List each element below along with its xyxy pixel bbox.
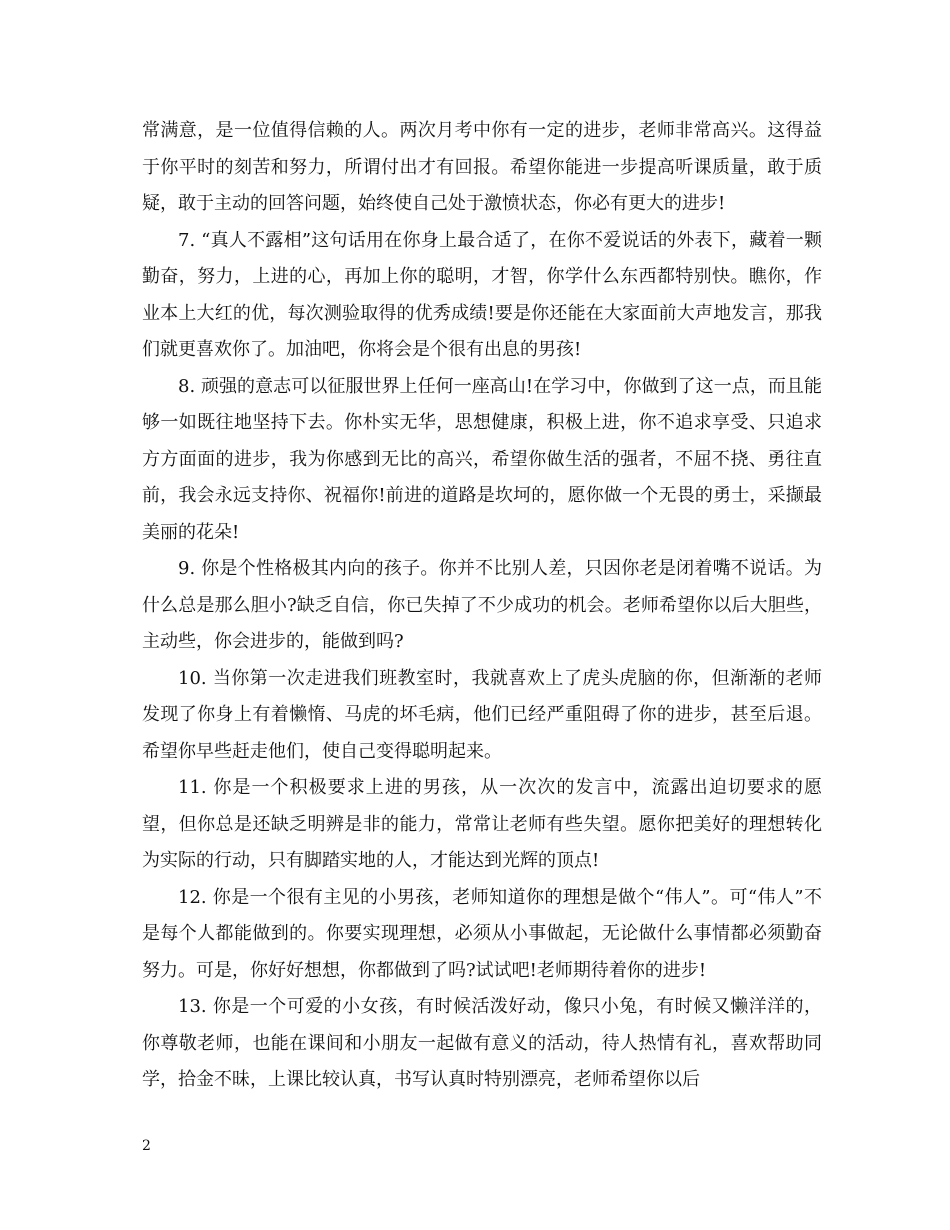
paragraph-9: 9. 你是个性格极其内向的孩子。你并不比别人差，只因你老是闭着嘴不说话。为什么总是那么胆小?缺乏自信，你已失掉了不少成功的机会。老师希望你以后大胆些，主动些，你会进步的，能做到吗? xyxy=(142,558,822,652)
page-number: 2 xyxy=(142,1138,151,1154)
paragraph-12: 12. 你是一个很有主见的小男孩，老师知道你的理想是做个“伟人”。可“伟人”不是每个人都能做到的。你要实现理想，必须从小事做起，无论做什么事情都必须勤奋努力。可是，你好好想想，你都做到了吗?试试吧!老师期待着你的进步! xyxy=(142,886,822,981)
paragraph-10: 10. 当你第一次走进我们班教室时，我就喜欢上了虎头虎脑的你，但渐渐的老师发现了你身上有着懒惰、马虎的坏毛病，他们已经严重阻碍了你的进步，甚至后退。希望你早些赶走他们，使自己变得聪明起来。 xyxy=(142,667,822,762)
paragraph-13: 13. 你是一个可爱的小女孩，有时候活泼好动，像只小兔，有时候又懒洋洋的，你尊敬老师，也能在课间和小朋友一起做有意义的活动，待人热情有礼，喜欢帮助同学，拾金不昧，上课比较认真，书写认真时特别漂亮，老师希望你以后 xyxy=(142,996,822,1090)
body-text xyxy=(142,113,822,1099)
paragraph-7: 7. “真人不露相”这句话用在你身上最合适了，在你不爱说话的外表下，藏着一颗勤奋，努力，上进的心，再加上你的聪明，才智，你学什么东西都特别快。瞧你，作业本上大红的优，每次测验取得的优秀成绩!要是你还能在大家面前大声地发言，那我们就更喜欢你了。加油吧，你将会是个很有出息的男孩! xyxy=(142,229,822,360)
paragraph-11: 11. 你是一个积极要求上进的男孩，从一次次的发言中，流露出迫切要求的愿望，但你总是还缺乏明辨是非的能力，常常让老师有些失望。愿你把美好的理想转化为实际的行动，只有脚踏实地的人，才能达到光辉的顶点! xyxy=(142,777,822,871)
paragraph-continued: 常满意，是一位值得信赖的人。两次月考中你有一定的进步，老师非常高兴。这得益于你平时的刻苦和努力，所谓付出才有回报。希望你能进一步提高听课质量，敢于质疑，敢于主动的回答问题，始终使自己处于激愤状态，你必有更大的进步! xyxy=(142,120,822,214)
paragraph-8: 8. 顽强的意志可以征服世界上任何一座高山!在学习中，你做到了这一点，而且能够一如既往地坚持下去。你朴实无华，思想健康，积极上进，你不追求享受、只追求方方面面的进步，我为你感到无比的高兴，希望你做生活的强者，不屈不挠、勇往直前，我会永远支持你、祝福你!前进的道路是坎坷的，愿你做一个无畏的勇士，采撷最美丽的花朵! xyxy=(142,375,822,543)
